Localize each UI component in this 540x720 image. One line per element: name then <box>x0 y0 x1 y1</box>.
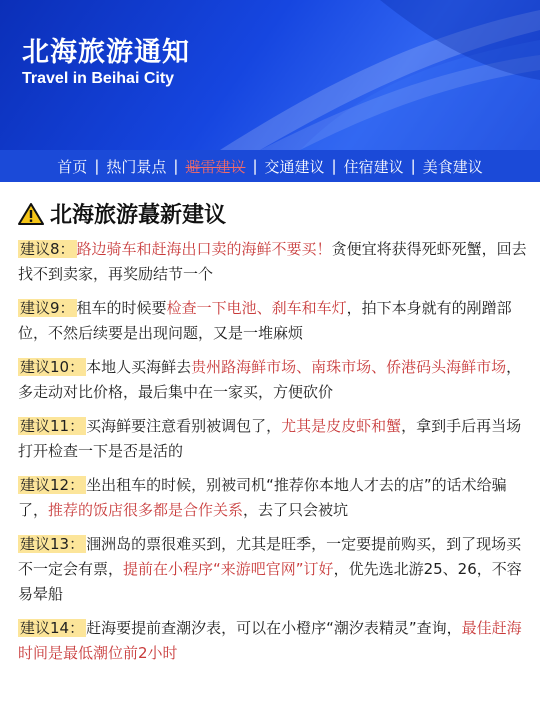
page-title: 北海旅游通知 <box>22 37 190 68</box>
nav-item-5[interactable]: 美食建议 <box>422 157 483 176</box>
tip-text: ，拍下本身就有的剐蹭部位，不然后续要是出现问题，又是一堆麻烦 <box>18 299 512 342</box>
tip-text: ，多走动对比价格，最后集中在一家买，方便砍价 <box>18 358 522 401</box>
tip-tag: 建议12： <box>20 476 85 494</box>
section-heading <box>18 198 540 229</box>
nav-item-1[interactable]: 热门景点 <box>106 157 167 176</box>
tip-highlight: 尤其是皮皮虾和蟹 <box>281 417 402 435</box>
tip-item <box>18 532 528 616</box>
tip-tag: 建议13： <box>20 535 85 553</box>
tip-highlight: 路边骑车和赶海出口卖的海鲜不要买！ <box>76 240 332 258</box>
tip-item <box>18 616 528 675</box>
nav-item-4[interactable]: 住宿建议 <box>343 157 404 176</box>
tip-tag: 建议10： <box>20 358 85 376</box>
tip-highlight: 提前在小程序“来游吧官网”订好 <box>123 560 334 578</box>
nav-separator: | <box>410 157 416 175</box>
tip-text: 租车的时候要 <box>76 299 167 317</box>
nav-item-2[interactable]: 避雷建议 <box>185 157 246 176</box>
tip-text: ，去了只会被坑 <box>243 501 349 519</box>
nav-separator: | <box>252 157 258 175</box>
header-banner <box>0 0 540 150</box>
tip-highlight: 贵州路海鲜市场、南珠市场、侨港码头海鲜市场 <box>191 358 507 376</box>
top-nav <box>0 150 540 182</box>
tip-tag: 建议9： <box>20 299 75 317</box>
tip-item <box>18 414 528 473</box>
tip-highlight: 推荐的饭店很多都是合作关系 <box>48 501 244 519</box>
nav-separator: | <box>94 157 100 175</box>
tip-highlight: 检查一下电池、刹车和车灯 <box>166 299 347 317</box>
tip-item <box>18 296 528 355</box>
warning-icon <box>18 202 44 226</box>
tip-text: 本地人买海鲜去 <box>86 358 192 376</box>
heading-text: 北海旅游蕞新建议 <box>50 203 227 228</box>
tip-item <box>18 355 528 414</box>
tip-text: 涠洲岛的票很难买到，尤其是旺季，一定要提前购买，到了现场买不一定会有票， <box>18 535 522 578</box>
nav-separator: | <box>173 157 179 175</box>
tip-text: 买海鲜要注意看别被调包了， <box>86 417 282 435</box>
tip-text: ，优先选北游25、26，不容易晕船 <box>18 560 522 603</box>
tip-item <box>18 473 528 532</box>
nav-item-0[interactable]: 首页 <box>57 157 88 176</box>
tip-tag: 建议8： <box>20 240 75 258</box>
tip-tag: 建议14： <box>20 619 85 637</box>
page-subtitle: Travel in Beihai City <box>22 70 175 87</box>
tip-tag: 建议11： <box>20 417 85 435</box>
tip-item <box>18 237 528 296</box>
tip-text: 贪便宜将获得死虾死蟹，回去找不到卖家，再奖励结节一个 <box>18 240 527 283</box>
nav-separator: | <box>331 157 337 175</box>
tip-text: ，拿到手后再当场打开检查一下是否是活的 <box>18 417 522 460</box>
nav-item-3[interactable]: 交通建议 <box>264 157 325 176</box>
tip-highlight: 最佳赶海时间是最低潮位前2小时 <box>18 619 522 662</box>
tip-text: 坐出租车的时候，别被司机“推荐你本地人才去的店”的话术给骗了， <box>18 476 507 519</box>
tip-text: 赶海要提前查潮汐表，可以在小橙序“潮汐表精灵”查询， <box>86 619 462 637</box>
tips-list <box>0 237 540 675</box>
